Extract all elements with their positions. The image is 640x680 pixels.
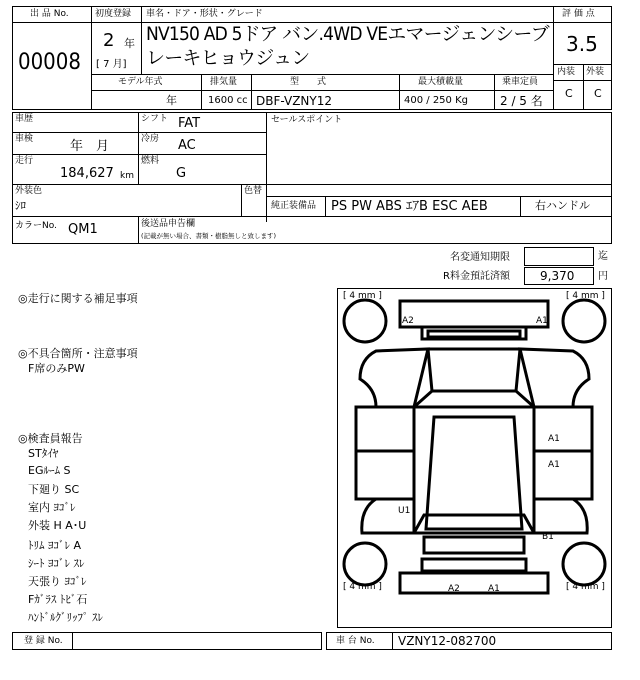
damage-mark: A1 [548,460,560,470]
car-name-label: 車名・ドア・形状・グレード [146,9,263,19]
score-value: 3.5 [566,32,598,56]
wheel-rear-left [344,543,386,585]
model-year-unit: 年 [166,94,177,107]
inspector-line: 室内 ﾖｺﾞﾚ [28,501,76,514]
chassis-label: 車 台 No. [336,636,375,646]
change-deadline-box [524,247,594,266]
inspector-line: 天張り ﾖｺﾞﾚ [28,575,87,588]
chassis-number: VZNY12-082700 [398,634,497,648]
inspector-title: ◎検査員報告 [18,432,83,445]
color-no-label: カラーNo. [15,221,57,231]
exterior-color-label: 外装色 [15,186,43,196]
inspector-line: ｼｰﾄ ﾖｺﾞﾚ ｽﾚ [28,557,85,570]
damage-mark: A1 [488,584,500,594]
displacement-label: 排気量 [210,77,238,87]
year-unit: 年 [124,37,135,50]
equipment-value: PS PW ABS ｴｱB ESC AEB [331,199,488,214]
lot-number: 00008 [18,50,81,75]
damage-mark: A2 [402,316,414,326]
max-load-label: 最大積載量 [418,77,464,87]
lot-no-label: 出 品 No. [30,9,69,19]
first-reg-label: 初度登録 [95,9,132,19]
driving-notes-title: ◎走行に関する補足事項 [18,292,138,305]
exterior-grade: C [594,87,602,100]
tire-depth-rl: [ 4 mm ] [343,582,382,592]
hood [428,349,520,391]
mileage-value: 184,627 [60,166,114,181]
model-year-label: モデル年式 [118,77,163,87]
tire-depth-rr: [ 4 mm ] [566,582,605,592]
roof [426,417,522,529]
mileage-unit: km [120,171,134,181]
interior-grade: C [565,87,573,100]
shift-value: FAT [178,116,201,131]
car-name-line1: NV150 AD 5ドア バン.4WD VEエマージェンシーブ [146,23,549,45]
damage-mark: A1 [548,434,560,444]
front-bumper [400,301,548,327]
inspector-line: Fｶﾞﾗｽ ﾄﾋﾞ石 [28,593,88,606]
defects-title: ◎不具合箇所・注意事項 [18,347,138,360]
ac-label: 冷房 [141,134,160,144]
mileage-label: 走行 [15,156,34,166]
exterior-color-value: ｼﾛ [15,199,26,212]
damage-mark: A1 [536,316,548,326]
fuel-value: G [176,166,187,181]
displacement-value: 1600 cc [208,95,248,106]
tire-depth-fr: [ 4 mm ] [566,291,605,301]
front-right-fender [520,349,589,407]
left-side-panel [356,407,414,499]
recycle-value: 9,370 [540,269,575,283]
inspector-line: ﾄﾘﾑ ﾖｺﾞﾚ A [28,539,82,552]
inspection-value: 年 月 [70,139,110,154]
recycle-unit: 円 [598,271,608,282]
post-docs-note: (記載が無い場合、書類・樹脂無しと致します) [141,232,277,240]
history-label: 車歴 [15,114,34,124]
wheel-front-right [563,300,605,342]
windshield [414,391,534,407]
inspector-line: EGﾙｰﾑ S [28,464,71,477]
interior-label: 内装 [557,67,576,77]
tire-depth-fl: [ 4 mm ] [343,291,382,301]
damage-mark: B1 [542,532,554,542]
sales-point-label: セールスポイント [271,115,343,125]
max-load-value: 400 / 250 Kg [404,95,468,106]
tailgate [424,537,524,553]
fuel-label: 燃料 [141,156,160,166]
ac-value: AC [178,138,196,153]
capacity-label: 乗車定員 [502,77,539,87]
shift-label: シフト [141,114,169,124]
steering-value: 右ハンドル [535,199,590,212]
rear-bumper [400,573,548,593]
change-deadline-unit: 迄 [598,251,608,262]
capacity-value: 2 / 5 名 [500,94,543,108]
car-name-line2: レーキヒョウジュン [146,47,310,69]
first-reg-month: [ 7 月] [96,59,127,70]
rear-left-fender [362,499,414,533]
inspector-line: 下廻り SC [28,483,80,496]
inspection-label: 車検 [15,134,34,144]
inspector-line: 外装 H A･U [28,519,87,532]
car-diagram [337,288,612,628]
equipment-label: 純正装備品 [271,201,317,211]
front-left-fender [360,349,428,407]
post-docs-label: 後送品申告欄 [141,219,196,229]
right-side-panel [534,407,592,499]
defects-line: F席のみPW [28,362,85,375]
color-change-label: 色替 [244,186,263,196]
car-outline [338,289,611,627]
exterior-label: 外装 [586,67,605,77]
score-label: 評 価 点 [562,9,595,19]
first-reg-year: 2 [103,30,115,51]
damage-mark: A2 [448,584,460,594]
recycle-label: R料金預託済額 [443,271,510,282]
model-label: 型 式 [290,77,327,87]
wheel-front-left [344,300,386,342]
reg-no-label: 登 録 No. [24,636,63,646]
damage-mark: U1 [398,506,411,516]
wheel-rear-right [563,543,605,585]
rear-right-fender [534,499,587,533]
model-code: DBF-VZNY12 [256,94,333,108]
color-no-value: QM1 [68,222,98,237]
inspector-line: STﾀｲﾔ [28,447,59,460]
change-deadline-label: 名変通知期限 [450,252,510,263]
inspector-line: ﾊﾝﾄﾞﾙｸﾞﾘｯﾌﾟ ｽﾚ [28,611,103,624]
rear-plate-area [422,559,526,571]
